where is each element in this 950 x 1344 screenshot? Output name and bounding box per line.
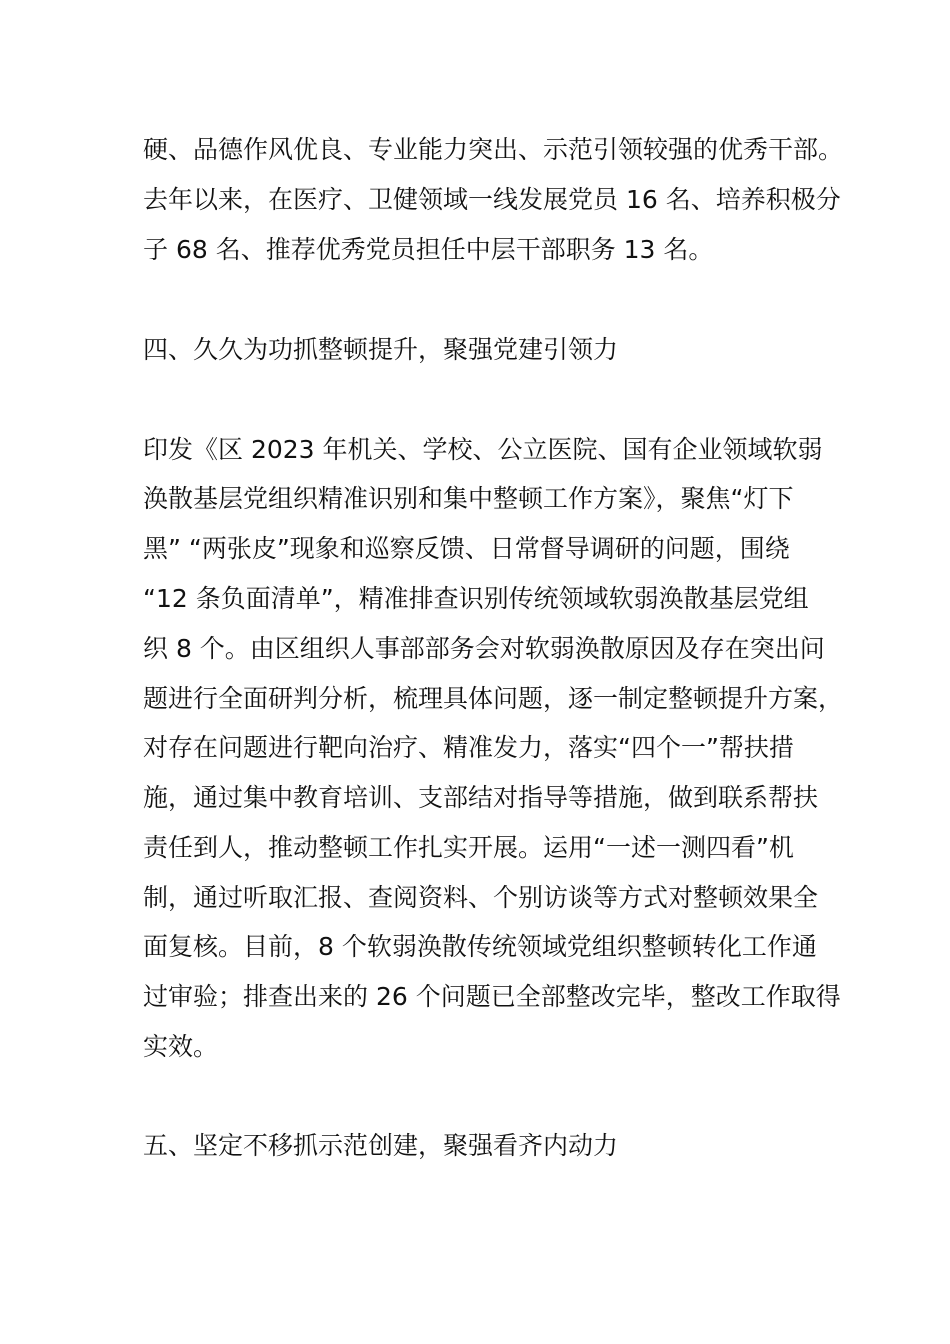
paragraph-line: 子 68 名、推荐优秀党员担任中层干部职务 13 名。 <box>143 235 714 264</box>
paragraph-line: 织 8 个。由区组织人事部部务会对软弱涣散原因及存在突出问 <box>143 634 825 663</box>
paragraph-line: 涣散基层党组织精准识别和集中整顿工作方案》，聚焦“灯下 <box>143 484 794 513</box>
paragraph-line: 黑” “两张皮”现象和巡察反馈、日常督导调研的问题，围绕 <box>143 534 790 563</box>
paragraph-line: 印发《区 2023 年机关、学校、公立医院、国有企业领域软弱 <box>143 435 823 464</box>
paragraph-line: 题进行全面研判分析，梳理具体问题，逐一制定整顿提升方案， <box>143 684 844 713</box>
paragraph-line: 硬、品德作风优良、专业能力突出、示范引领较强的优秀干部。 <box>143 135 844 164</box>
paragraph-line: 施，通过集中教育培训、支部结对指导等措施，做到联系帮扶 <box>143 783 819 812</box>
section-heading: 四、久久为功抓整顿提升，聚强党建引领力 <box>143 335 619 364</box>
paragraph-line: 面复核。目前，8 个软弱涣散传统领域党组织整顿转化工作通 <box>143 932 817 961</box>
section-heading: 五、坚定不移抓示范创建，聚强看齐内动力 <box>143 1131 619 1160</box>
paragraph-line: 制，通过听取汇报、查阅资料、个别访谈等方式对整顿效果全 <box>143 883 819 912</box>
paragraph-line: 责任到人，推动整顿工作扎实开展。运用“一述一测四看”机 <box>143 833 794 862</box>
paragraph-line: “12 条负面清单”，精准排查识别传统领域软弱涣散基层党组 <box>143 584 809 613</box>
paragraph-line: 去年以来，在医疗、卫健领域一线发展党员 16 名、培养积极分 <box>143 185 841 214</box>
paragraph-line: 实效。 <box>143 1032 219 1061</box>
paragraph-line: 对存在问题进行靶向治疗、精准发力，落实“四个一”帮扶措 <box>143 733 794 762</box>
paragraph-line: 过审验；排查出来的 26 个问题已全部整改完毕，整改工作取得 <box>143 982 841 1011</box>
